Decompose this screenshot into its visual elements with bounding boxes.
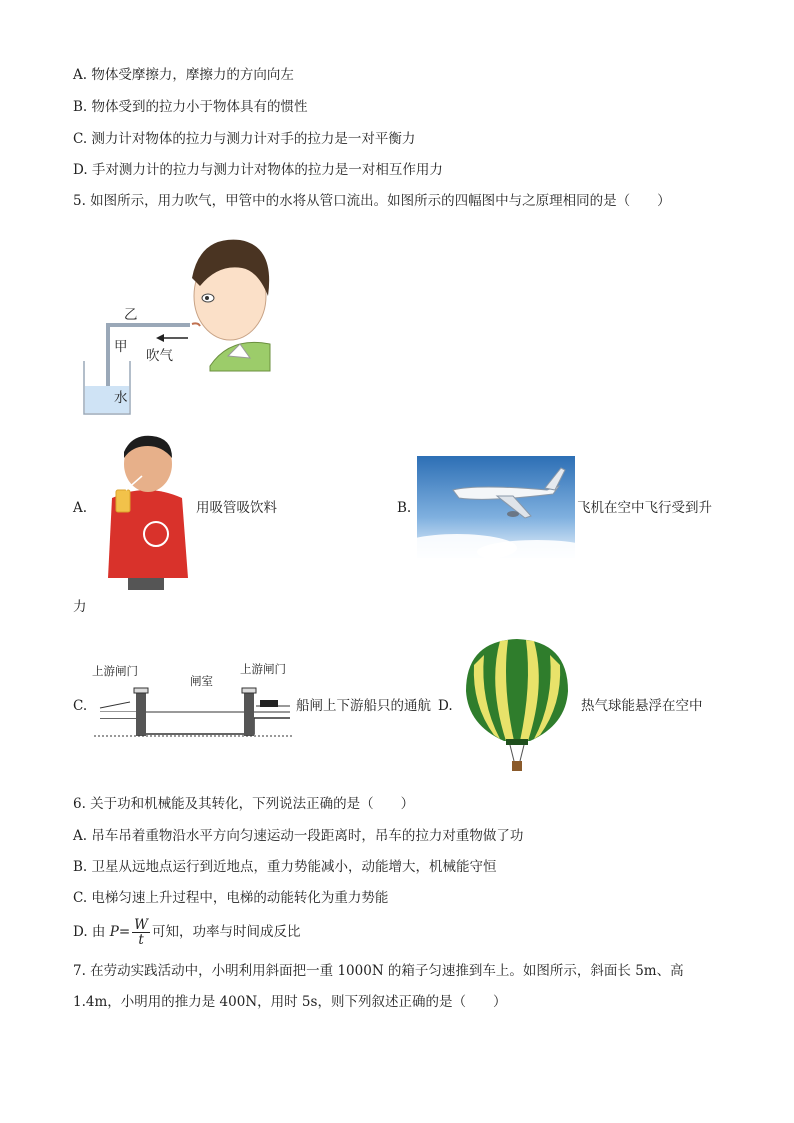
label-jia: 甲: [114, 339, 128, 355]
q5-option-b-text: 飞机在空中飞行受到升: [577, 500, 712, 516]
option-c-image: [94, 662, 294, 742]
q5-option-a-text: 用吸管吸饮料: [196, 500, 277, 516]
hot-air-balloon-illustration: [462, 635, 572, 775]
label-gate-right: 上游闸门: [240, 662, 286, 676]
q4-option-b: B. 物体受到的拉力小于物体具有的惯性: [73, 99, 308, 115]
q5-option-c-text: 船闸上下游船只的通航: [296, 698, 431, 714]
q6-option-c: C. 电梯匀速上升过程中，电梯的动能转化为重力势能: [73, 890, 389, 906]
q6-stem: 6. 关于功和机械能及其转化，下列说法正确的是（ ）: [73, 796, 415, 812]
q7-line-1: 7. 在劳动实践活动中，小明利用斜面把一重 1000N 的箱子匀速推到车上。如图所示，斜面长 5m、高: [73, 963, 684, 979]
q4-option-d: D. 手对测力计的拉力与测力计对物体的拉力是一对相互作用力: [73, 162, 443, 178]
q5-option-a-letter: A.: [73, 500, 88, 516]
q6-option-a: A. 吊车吊着重物沿水平方向匀速运动一段距离时，吊车的拉力对重物做了功: [73, 828, 524, 844]
q4-option-a: A. 物体受摩擦力，摩擦力的方向向左: [73, 67, 294, 83]
formula-numerator: W: [134, 917, 149, 933]
q5-stem: 5. 如图所示，用力吹气，甲管中的水将从管口流出。如图所示的四幅图中与之原理相同的是（ ）: [73, 193, 671, 209]
option-a-image: [102, 428, 190, 590]
boy-blowing-illustration: [80, 226, 280, 416]
q6-option-d-prefix: D. 由: [73, 924, 106, 940]
label-chamber: 闸室: [190, 674, 213, 688]
label-gate-left: 上游闸门: [92, 664, 138, 678]
label-yi: 乙: [124, 307, 138, 323]
q6-option-d: [73, 914, 301, 950]
q7-line-2: 1.4m，小明用的推力是 400N，用时 5s，则下列叙述正确的是（ ）: [73, 994, 507, 1010]
q6-option-d-suffix: 可知，功率与时间成反比: [152, 924, 301, 940]
q6-option-b: B. 卫星从远地点运行到近地点，重力势能减小，动能增大，机械能守恒: [73, 859, 497, 875]
q5-option-d-text: 热气球能悬浮在空中: [581, 698, 703, 714]
option-d-image: [462, 635, 572, 775]
option-b-image: [417, 456, 575, 558]
formula-denominator: t: [138, 932, 144, 948]
formula-fraction: [132, 918, 150, 947]
boy-drinking-illustration: [102, 428, 190, 590]
label-blow: 吹气: [146, 348, 173, 364]
q5-option-b-letter: B.: [397, 500, 412, 516]
q5-main-figure: [80, 226, 280, 416]
q4-option-c: C. 测力计对物体的拉力与测力计对手的拉力是一对平衡力: [73, 131, 416, 147]
q5-option-c-letter: C.: [73, 698, 88, 714]
label-water: 水: [114, 390, 128, 406]
airplane-illustration: [417, 456, 575, 558]
formula-lhs: P=: [109, 924, 131, 940]
q5-option-b-wrap: 力: [73, 599, 87, 615]
q5-option-d-letter: D.: [438, 698, 453, 714]
